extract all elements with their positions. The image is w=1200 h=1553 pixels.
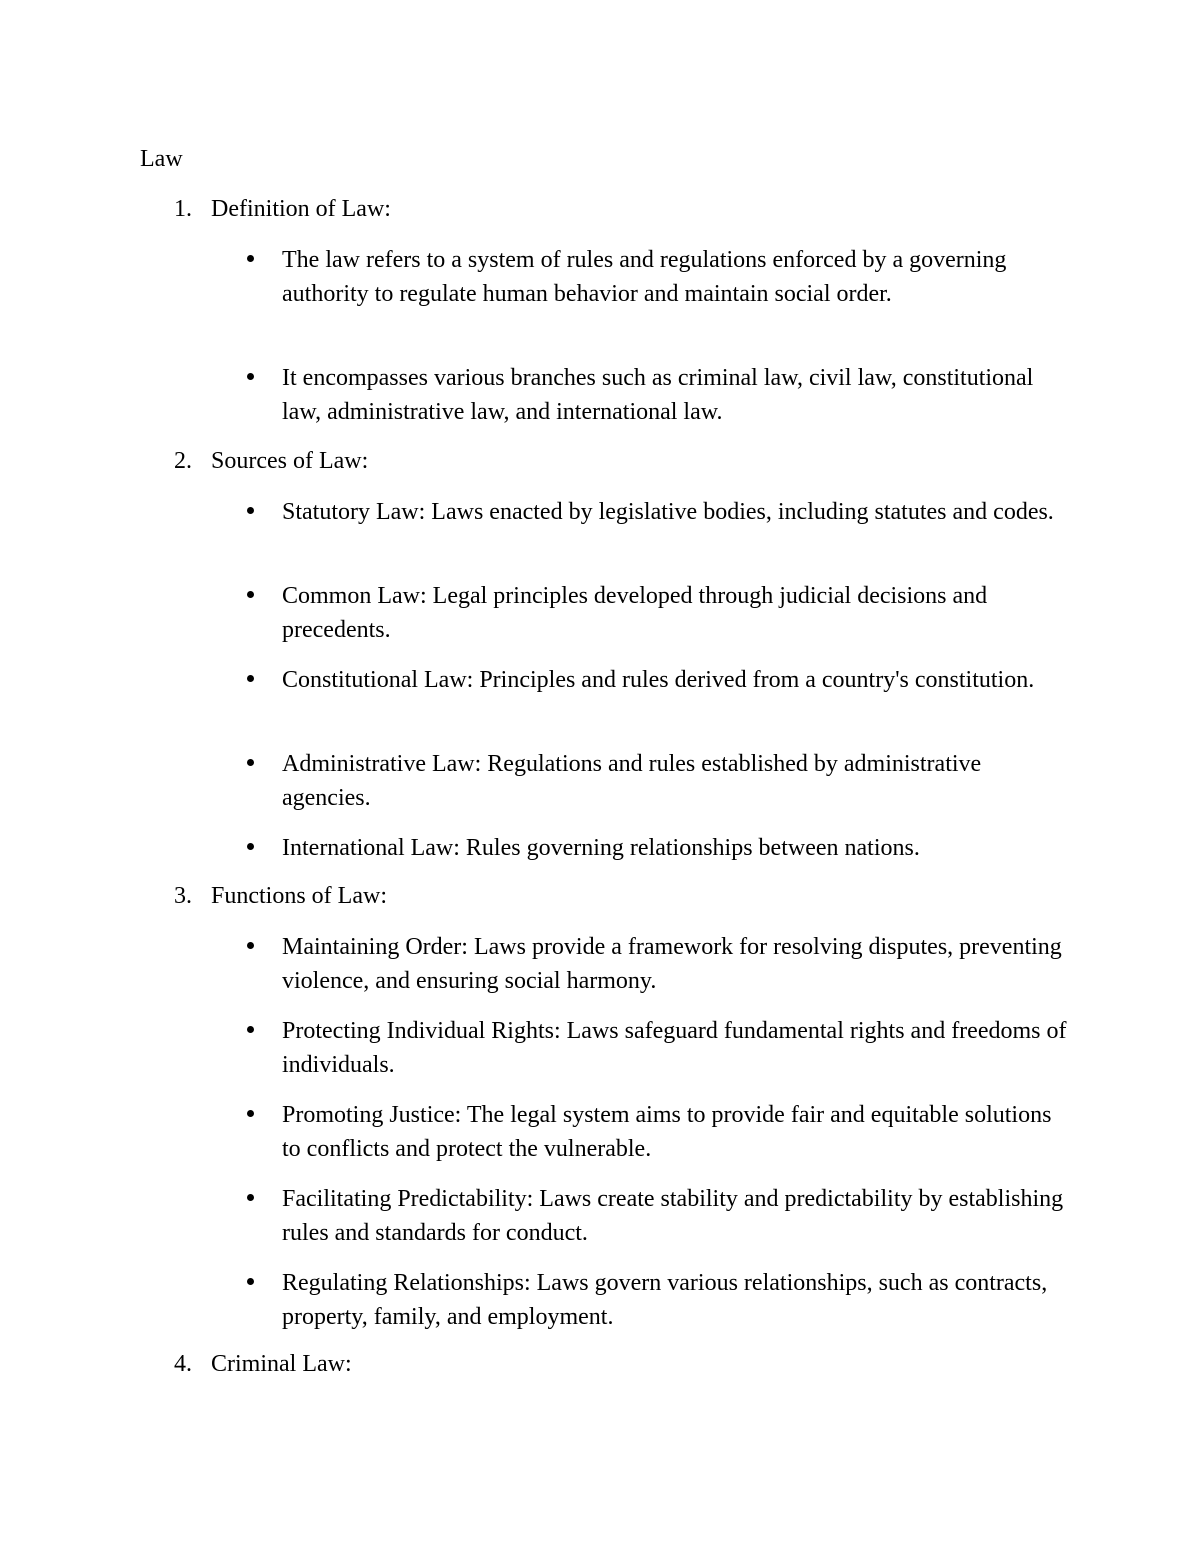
section-label: Criminal Law: — [211, 1351, 352, 1377]
list-item-text: Statutory Law: Laws enacted by legislative bodies, including statutes and codes. — [282, 499, 1054, 525]
bullet-icon — [247, 373, 254, 380]
bullet-icon — [247, 843, 254, 850]
list-item-text: It encompasses various branches such as criminal law, civil law, constitutional law, administrative law, and international law. — [282, 365, 1034, 425]
bullet-icon — [247, 591, 254, 598]
bullet-icon — [247, 1110, 254, 1117]
section-label: Functions of Law: — [211, 883, 387, 909]
list-item-text: Administrative Law: Regulations and rules established by administrative agencies. — [282, 751, 982, 811]
list-item-text: Common Law: Legal principles developed through judicial decisions and precedents. — [282, 583, 988, 643]
bullet-icon — [247, 675, 254, 682]
list-item-text: International Law: Rules governing relationships between nations. — [282, 835, 920, 861]
bullet-icon — [247, 759, 254, 766]
section-number: 3. — [174, 883, 192, 909]
bullet-icon — [247, 942, 254, 949]
section-number: 1. — [174, 196, 192, 222]
bullet-icon — [247, 255, 254, 262]
bullet-icon — [247, 1026, 254, 1033]
list-item-text: Promoting Justice: The legal system aims to provide fair and equitable solutions to conflicts and protect the vulnerable. — [282, 1102, 1052, 1162]
list-item-text: Protecting Individual Rights: Laws safeguard fundamental rights and freedoms of individuals. — [282, 1018, 1067, 1078]
document-title: Law — [140, 146, 183, 172]
bullet-icon — [247, 1278, 254, 1285]
list-item-text: Regulating Relationships: Laws govern various relationships, such as contracts, property, family, and employment. — [282, 1270, 1048, 1330]
bullet-icon — [247, 1194, 254, 1201]
bullet-icon — [247, 507, 254, 514]
list-item-text: Facilitating Predictability: Laws create stability and predictability by establishing rules and standards for conduct. — [282, 1186, 1064, 1246]
section-label: Definition of Law: — [211, 196, 391, 222]
section-number: 4. — [174, 1351, 192, 1377]
section-label: Sources of Law: — [211, 448, 369, 474]
list-item-text: Maintaining Order: Laws provide a framework for resolving disputes, preventing violence, and ensuring social harmony. — [282, 934, 1062, 994]
list-item-text: Constitutional Law: Principles and rules derived from a country's constitution. — [282, 667, 1035, 693]
list-item-text: The law refers to a system of rules and regulations enforced by a governing authority to regulate human behavior and maintain social order. — [282, 247, 1007, 307]
section-number: 2. — [174, 448, 192, 474]
